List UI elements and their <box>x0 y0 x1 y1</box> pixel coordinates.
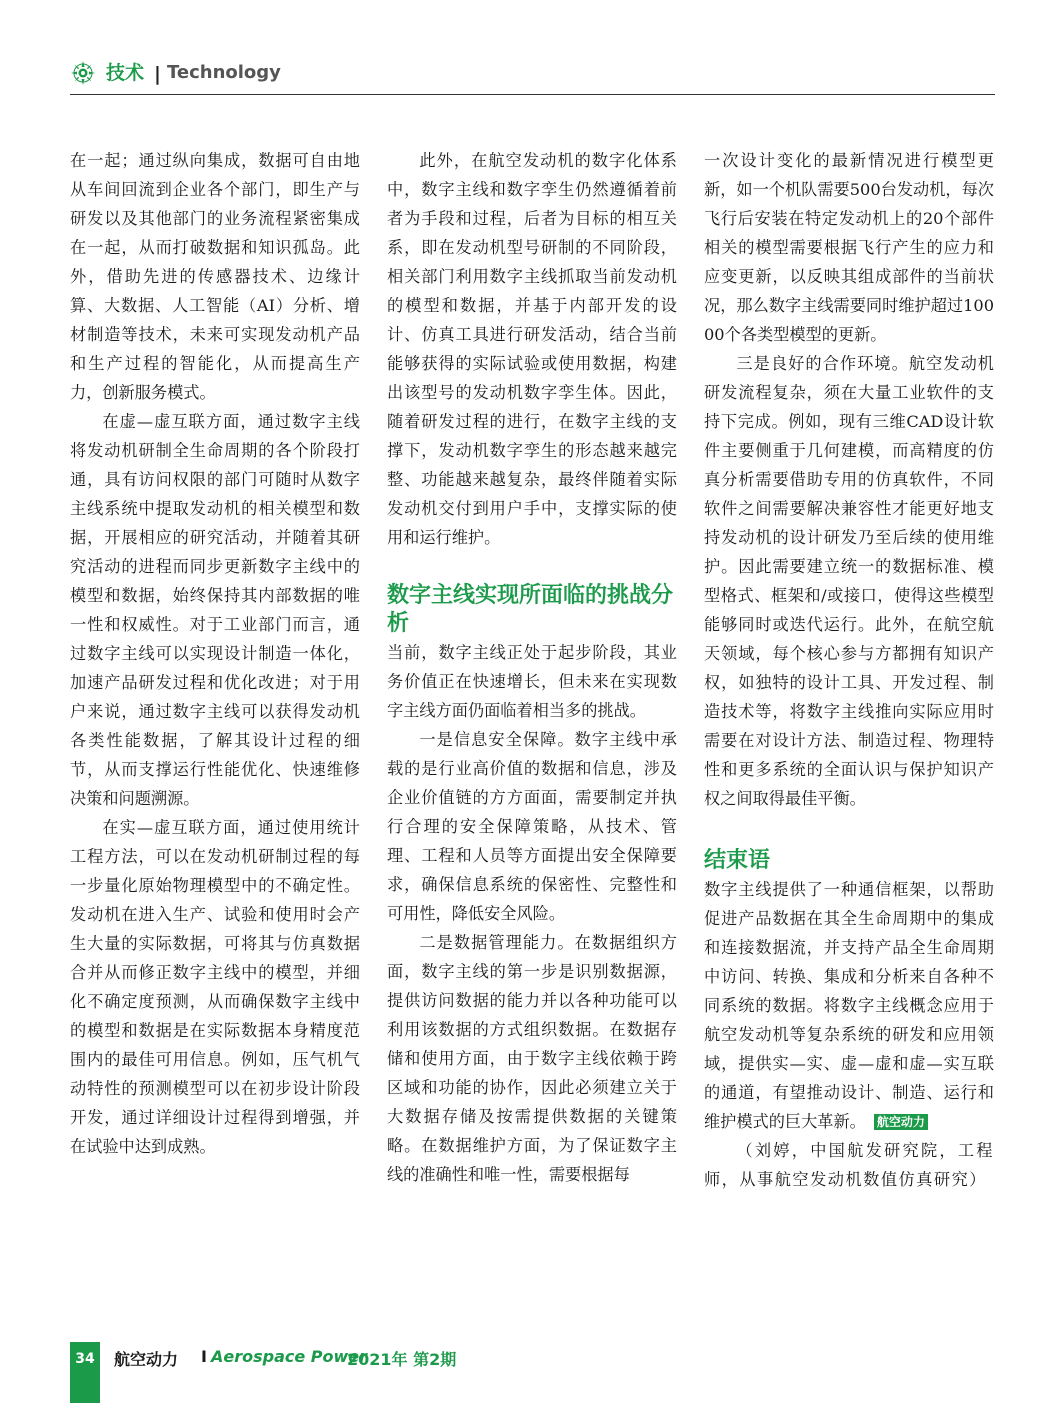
journal-name-en: Aerospace Power <box>211 1347 368 1366</box>
paragraph: 三是良好的合作环境。航空发动机研发流程复杂，须在大量工业软件的支持下完成。例如，现有三维CAD设计软件主要侧重于几何建模，而高精度的仿真分析需要借助专用的仿真软件，不同软件之间需要解决兼容性才能更好地支持发动机的设计研发乃至后续的使用维护。因此需要建立统一的数据标准、模型格式、框架和/或接口，使得这些模型能够同时或迭代运行。此外，在航空航天领域，每个核心参与方都拥有知识产权，如独特的设计工具、开发过程、制造技术等，将数字主线推向实际应用时需要在对设计方法、制造过程、物理特性和更多系统的全面认识与保护知识产权之间取得最佳平衡。 <box>704 354 994 808</box>
journal-divider: I <box>201 1347 207 1366</box>
page-number: 34 <box>70 1342 100 1403</box>
paragraph: 一次设计变化的最新情况进行模型更新，如一个机队需要500台发动机，每次飞行后安装在特定发动机上的20个部件相关的模型需要根据飞行产生的应力和应变更新，以反映其组成部件的当前状况，那么数字主线需要同时维护超过10000个各类型模型的更新。 <box>704 151 994 344</box>
section-divider: | <box>154 63 161 85</box>
header-rule <box>70 94 995 95</box>
section-heading: 结束语 <box>704 848 771 873</box>
paragraph: 在实—虚互联方面，通过使用统计工程方法，可以在发动机研制过程的每一步量化原始物理模型中的不确定性。发动机在进入生产、试验和使用时会产生大量的实际数据，可将其与仿真数据合并从而修正数字主线中的模型，并细化不确定度预测，从而确保数字主线中的模型和数据是在实际数据本身精度范围内的最佳可用信息。例如，压气机气动特性的预测模型可以在初步设计阶段开发，通过详细设计过程得到增强，并在试验中达到成熟。 <box>70 818 360 1156</box>
green-burst-logo-icon <box>70 60 96 86</box>
end-mark: 航空动力 <box>874 1114 928 1130</box>
page-footer <box>70 1342 995 1402</box>
author-note: （刘婷，中国航发研究院，工程师，从事航空发动机数值仿真研究） <box>704 1141 994 1189</box>
paragraph: 一是信息安全保障。数字主线中承载的是行业高价值的数据和信息，涉及企业价值链的方方面面，需要制定并执行合理的安全保障策略，从技术、管理、工程和人员等方面提出安全保障要求，确保信息系统的保密性、完整性和可用性，降低安全风险。 <box>387 730 677 923</box>
column-left <box>70 146 360 1161</box>
page-header <box>70 58 995 92</box>
paragraph: 此外，在航空发动机的数字化体系中，数字主线和数字孪生仍然遵循着前者为手段和过程，后者为目标的相互关系，即在发动机型号研制的不同阶段，相关部门利用数字主线抓取当前发动机的模型和数据，并基于内部开发的设计、仿真工具进行研发活动，结合当前能够获得的实际试验或使用数据，构建出该型号的发动机数字孪生体。因此，随着研发过程的进行，在数字主线的支撑下，发动机数字孪生的形态越来越完整、功能越来越复杂，最终伴随着实际发动机交付到用户手中，支撑实际的使用和运行维护。 <box>387 151 677 547</box>
paragraph: 在虚—虚互联方面，通过数字主线将发动机研制全生命周期的各个阶段打通，具有访问权限的部门可随时从数字主线系统中提取发动机的相关模型和数据，开展相应的研究活动，并随着其研究活动的进程而同步更新数字主线中的模型和数据，始终保持其内部数据的唯一性和权威性。对于工业部门而言，通过数字主线可以实现设计制造一体化，加速产品研发过程和优化改进；对于用户来说，通过数字主线可以获得发动机各类性能数据，了解其设计过程的细节，从而支撑运行性能优化、快速维修决策和问题溯源。 <box>70 412 360 808</box>
issue-label: 2021年 第2期 <box>347 1350 457 1369</box>
paragraph: 当前，数字主线正处于起步阶段，其业务价值正在快速增长，但未来在实现数字主线方面仍面临着相当多的挑战。 <box>387 643 677 720</box>
section-heading: 数字主线实现所面临的挑战分析 <box>387 583 674 636</box>
section-title-cn: 技术 <box>106 62 145 84</box>
column-right <box>704 146 994 1194</box>
section-title-en: Technology <box>167 62 281 83</box>
column-middle <box>387 146 677 1189</box>
paragraph <box>704 875 994 1136</box>
journal-name-cn: 航空动力 <box>114 1350 179 1369</box>
paragraph-text: 数字主线提供了一种通信框架，以帮助促进产品数据在其全生命周期中的集成和连接数据流，并支持产品全生命周期中访问、转换、集成和分析来自各种不同系统的数据。将数字主线概念应用于航空发动机等复杂系统的研发和应用领域，提供实—实、虚—虚和虚—实互联的通道，有望推动设计、制造、运行和维护模式的巨大革新。 <box>704 880 994 1131</box>
paragraph: 在一起；通过纵向集成，数据可自由地从车间回流到企业各个部门，即生产与研发以及其他部门的业务流程紧密集成在一起，从而打破数据和知识孤岛。此外，借助先进的传感器技术、边缘计算、大数据、人工智能（AI）分析、增材制造等技术，未来可实现发动机产品和生产过程的智能化，从而提高生产力，创新服务模式。 <box>70 151 360 402</box>
paragraph: 二是数据管理能力。在数据组织方面，数字主线的第一步是识别数据源，提供访问数据的能力并以各种功能可以利用该数据的方式组织数据。在数据存储和使用方面，由于数字主线依赖于跨区域和功能的协作，因此必须建立关于大数据存储及按需提供数据的关键策略。在数据维护方面，为了保证数字主线的准确性和唯一性，需要根据每 <box>387 933 677 1184</box>
